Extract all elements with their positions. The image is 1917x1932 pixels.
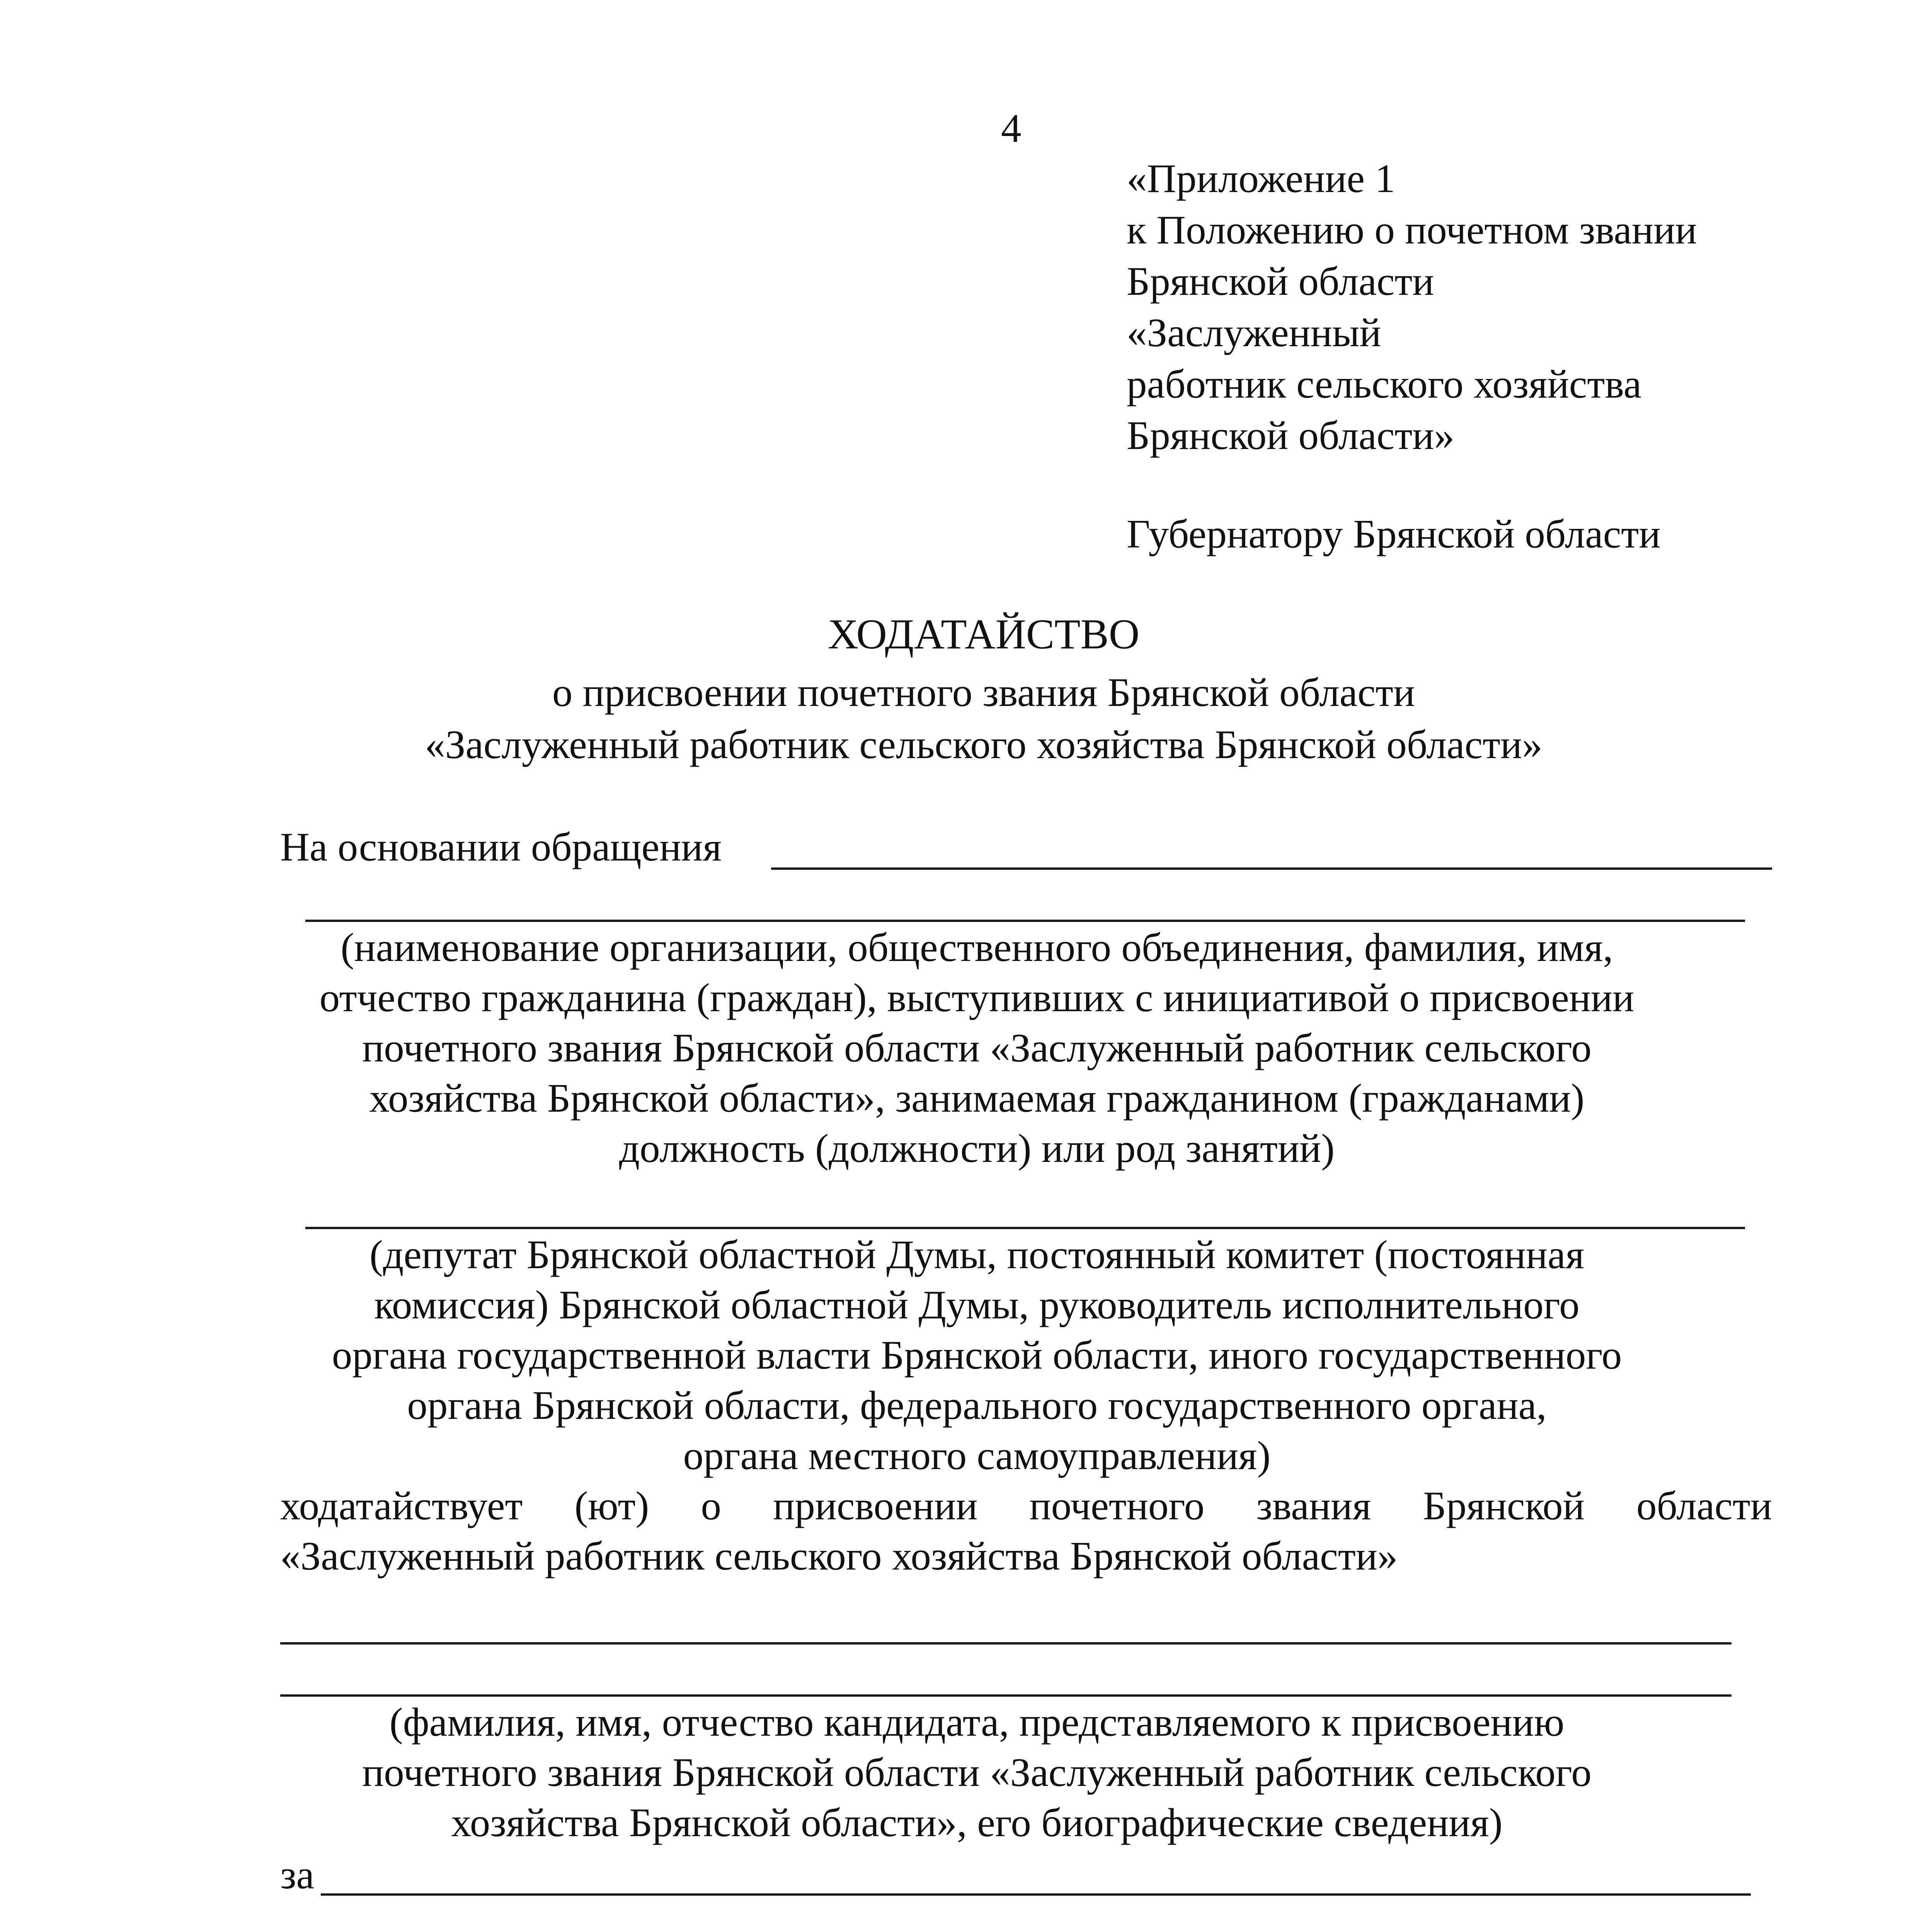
petition-line: ходатайствует (ют) о присвоении почетного звания Брянской области [280,1483,1772,1528]
appendix-line: к Положению о почетном звании [1127,207,1697,252]
appendix-line: «Приложение 1 [1127,156,1395,201]
note-line: отчество гражданина (граждан), выступивших с инициативой о присвоении [319,975,1634,1020]
note-line: хозяйства Брянской области», занимаемая гражданином (гражданами) [369,1075,1585,1121]
note-line: органа Брянской области, федерального государственного органа, [407,1383,1547,1428]
document-subtitle: о присвоении почетного звания Брянской области [552,670,1415,715]
basis-fill-line[interactable] [771,867,1772,870]
appendix-line: Брянской области [1127,259,1434,304]
basis-label: На основании обращения [280,824,722,869]
note-line: почетного звания Брянской области «Заслуженный работник сельского [362,1750,1592,1795]
note-line: (депутат Брянской областной Думы, постоянный комитет (постоянная [369,1232,1585,1277]
appendix-line: работник сельского хозяйства [1127,361,1642,406]
note-line: хозяйства Брянской области», его биографические сведения) [451,1800,1503,1845]
candidate-fill-line[interactable] [280,1642,1731,1645]
appendix-line: Брянской области» [1127,413,1454,458]
document-subtitle: «Заслуженный работник сельского хозяйства Брянской области» [425,722,1542,767]
petition-line: «Заслуженный работник сельского хозяйства Брянской области» [280,1533,1398,1578]
note-line: органа местного самоуправления) [683,1433,1271,1478]
for-label: за [280,1852,315,1897]
document-title: ХОДАТАЙСТВО [827,611,1140,658]
note-line: (фамилия, имя, отчество кандидата, представляемого к присвоению [389,1699,1565,1745]
note-line: органа государственной власти Брянской области, иного государственного [332,1332,1622,1378]
page-number: 4 [1001,105,1021,151]
note-line: комиссия) Брянской областной Думы, руководитель исполнительного [374,1282,1580,1327]
note-line: должность (должности) или род занятий) [619,1126,1335,1171]
note-line: почетного звания Брянской области «Заслуженный работник сельского [362,1025,1592,1070]
note-line: (наименование организации, общественного объединения, фамилия, имя, [340,925,1613,970]
addressee: Губернатору Брянской области [1127,511,1661,556]
appendix-reference [1127,153,1697,461]
appendix-line: «Заслуженный [1127,310,1381,355]
merits-fill-line[interactable] [321,1893,1751,1896]
